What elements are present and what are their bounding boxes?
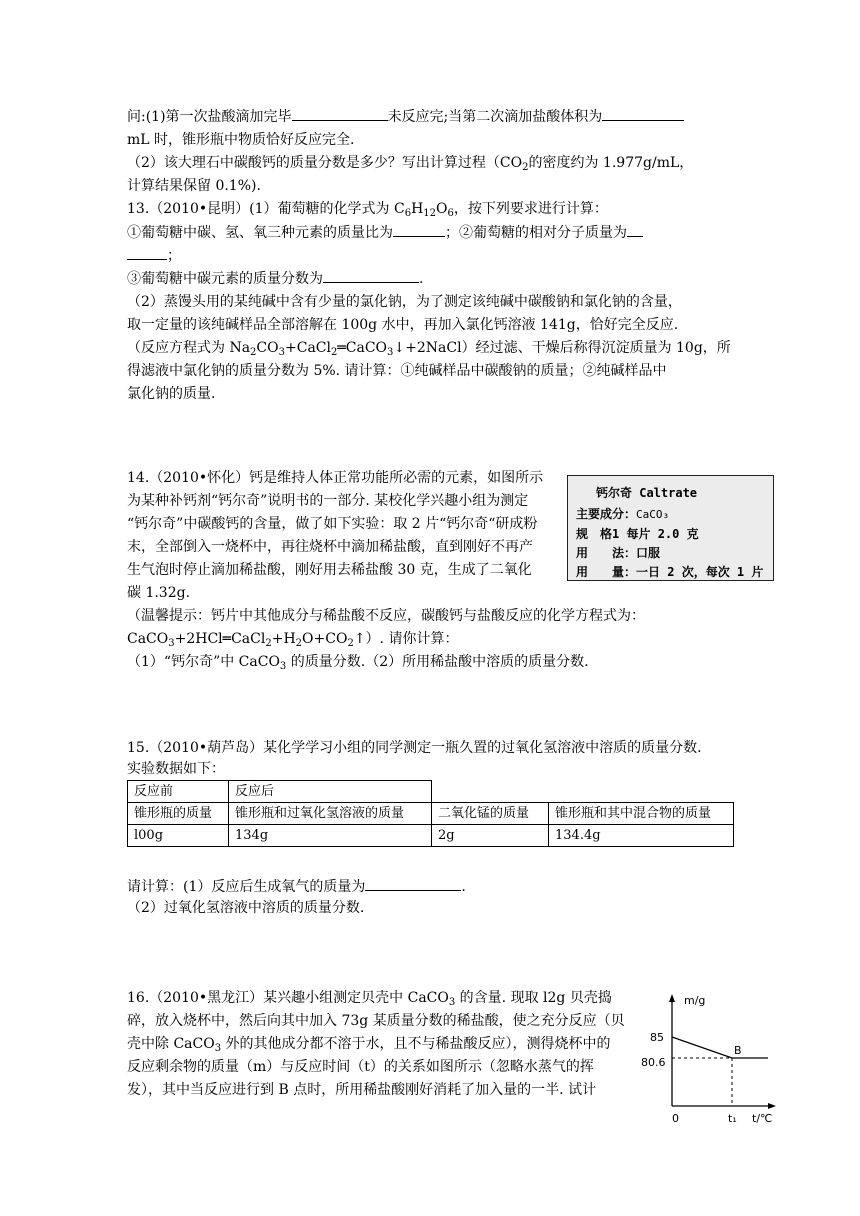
q13-text: O [436, 201, 448, 217]
q12-line2: mL 时，锥形瓶中物质恰好反应完全. [127, 132, 355, 148]
caltrate-spec [576, 525, 699, 542]
table-row [128, 803, 734, 825]
subscript: 2 [265, 638, 272, 649]
q16-line4: 反应剩余物的质量（m）与反应时间（t）的关系如图所示（忽略水蒸气的挥 [127, 1059, 594, 1075]
q13-line7 [127, 338, 731, 358]
ingredient-label: 主要成分： [576, 507, 637, 521]
q13-text: H [411, 201, 424, 217]
q16-text: 壳中除 CaCO [127, 1036, 215, 1052]
subscript: 2 [330, 347, 338, 358]
table-cell: 锥形瓶和过氧化氢溶液的质量 [229, 803, 432, 825]
point-label-b: B [734, 1044, 742, 1057]
table-cell: 锥形瓶的质量 [128, 803, 229, 825]
y-axis-arrow [669, 994, 675, 1002]
q14-line5: 生气泡时停止滴加稀盐酸，刚好用去稀盐酸 30 克，生成了二氧化 [127, 562, 532, 578]
subscript: 3 [278, 347, 285, 358]
q13-line2 [127, 222, 643, 243]
answer-blank[interactable] [393, 222, 445, 237]
x-axis-arrow [768, 1103, 776, 1109]
dose-value: 一日 2 次，每次 1 片 [636, 565, 764, 579]
subscript: 2 [250, 347, 257, 358]
subscript: 3 [448, 997, 456, 1008]
caltrate-title: 钙尔奇 Caltrate [596, 486, 698, 500]
q14-text: O+CO [302, 631, 348, 647]
q16-text: 16.（2010•黑龙江）某兴趣小组测定贝壳中 CaCO [127, 990, 449, 1006]
q14-text: CaCO [127, 631, 169, 647]
subscript: 2 [347, 638, 354, 649]
q14-text: 的质量分数.（2）所用稀盐酸中溶质的质量分数. [286, 654, 589, 670]
table-cell: 反应前 [128, 781, 229, 803]
q14-line3: “钙尔奇”中碳酸钙的含量，做了如下实验：取 2 片“钙尔奇“研成粉 [127, 516, 538, 532]
table-cell [432, 781, 549, 803]
q13-text: ①葡萄糖中碳、氢、氧三种元素的质量比为 [127, 225, 393, 241]
q15-text: 请计算：(1）反应后生成氧气的质量为 [127, 879, 366, 895]
table-cell: 二氧化锰的质量 [432, 803, 549, 825]
answer-blank[interactable] [323, 268, 419, 283]
q16-line5: 发），其中当反应进行到 B 点时，所用稀盐酸刚好消耗了加入量的一半. 试计 [127, 1082, 597, 1098]
q12-text: 的密度约为 1.977g/mL， [528, 155, 694, 171]
chart-axes [669, 994, 776, 1109]
answer-blank[interactable] [127, 245, 167, 260]
subscript: 6 [447, 208, 454, 219]
q13-text: +CaCl [285, 340, 331, 356]
q14-text: +H [271, 631, 296, 647]
origin-label: 0 [672, 1112, 679, 1125]
usage-label: 用 法： [576, 546, 637, 560]
q16-line3 [127, 1034, 611, 1054]
q13-line6: 取一定量的该纯碱样品全部溶解在 100g 水中，再加入氯化钙溶液 141g，恰好完全反应. [127, 317, 679, 333]
q16-text: 的含量. 现取 l2g 贝壳捣 [455, 990, 612, 1006]
q13-text: ↓+2NaCl）经过滤、干燥后称得沉淀质量为 10g，所 [393, 340, 731, 356]
chart-series [672, 1037, 768, 1058]
answer-blank[interactable] [627, 222, 643, 237]
q14-line8 [127, 629, 458, 649]
q13-line8: 得滤液中氯化钠的质量分数为 5%. 请计算：①纯碱样品中碳酸钠的质量；②纯碱样品中 [127, 363, 667, 379]
q15-line2: 实验数据如下： [127, 761, 225, 777]
table-row [128, 825, 734, 847]
q12-text: 未反应完;当第二次滴加盐酸体积为 [387, 109, 603, 125]
q12-line4: 计算结果保留 0.1%). [127, 178, 261, 194]
q14-line6: 碳 1.32g. [127, 585, 191, 601]
q13-text: 13.（2010•昆明）(1）葡萄糖的化学式为 C [127, 201, 405, 217]
spec-value: 1 每片 2.0 克 [612, 527, 699, 541]
table-row [128, 781, 734, 803]
caltrate-label-box [567, 475, 774, 581]
spec-label: 规 格 [576, 527, 613, 541]
subscript: 3 [387, 347, 394, 358]
q13-line3 [127, 245, 181, 266]
q12-line3 [127, 153, 693, 173]
q13-text: （反应方程式为 Na [127, 340, 251, 356]
subscript: 3 [168, 638, 175, 649]
caltrate-usage [576, 544, 660, 561]
caltrate-dose [576, 563, 763, 580]
subscript: 2 [295, 638, 303, 649]
y-axis-label: m/g [684, 994, 706, 1007]
q14-text: （1）“钙尔奇”中 CaCO [127, 654, 280, 670]
q13-text: CO [256, 340, 279, 356]
ingredient-value: CaCO₃ [636, 508, 670, 521]
subscript: 3 [279, 661, 287, 672]
caltrate-ingredient [576, 505, 669, 522]
x-tick-label: t₁ [728, 1112, 737, 1125]
q13-text: . [419, 271, 424, 287]
table-cell: l00g [128, 825, 229, 847]
q13-line5: （2）蒸馒头用的某纯碱中含有少量的氯化钠，为了测定该纯碱中碳酸钠和氯化钠的含量， [127, 294, 682, 310]
q15-text: . [461, 879, 466, 895]
y-tick-label: 80.6 [641, 1056, 666, 1069]
table-cell: 134g [229, 825, 432, 847]
subscript: 6 [404, 208, 412, 219]
q13-line9: 氯化钠的质量. [127, 386, 216, 402]
series-line [672, 1037, 768, 1058]
q13-text: ③葡萄糖中碳元素的质量分数为 [127, 271, 323, 287]
q12-line1 [127, 106, 684, 127]
answer-blank[interactable] [365, 876, 461, 891]
q13-text: ；②葡萄糖的相对分子质量为 [445, 225, 627, 241]
y-tick-label: 85 [650, 1031, 664, 1044]
mass-time-chart [640, 988, 780, 1128]
q13-text: ； [167, 248, 181, 264]
x-axis-label: t/℃ [752, 1112, 773, 1125]
q13-text: ，按下列要求进行计算： [453, 201, 608, 217]
subscript: 3 [214, 1043, 222, 1054]
dose-label: 用 量： [576, 565, 637, 579]
q14-line4: 末，全部倒入一烧杯中，再往烧杯中滴加稀盐酸，直到刚好不再产 [127, 539, 533, 555]
q13-line1 [127, 199, 608, 219]
q16-line2: 碎，放入烧杯中，然后向其中加入 73g 某质量分数的稀盐酸，使之充分反应（贝 [127, 1013, 625, 1029]
q12-text: （2）该大理石中碳酸钙的质量分数是多少？写出计算过程（CO [127, 155, 523, 171]
subscript: 12 [423, 208, 437, 219]
answer-blank[interactable] [292, 106, 388, 121]
q12-text: 问:(1)第一次盐酸滴加完毕 [127, 109, 292, 125]
q15-line4: （2）过氧化氢溶液中溶质的质量分数. [127, 900, 365, 916]
q14-line1: 14.（2010•怀化）钙是维持人体正常功能所必需的元素，如图所示 [127, 470, 544, 486]
table-cell [549, 781, 734, 803]
q16-text: 外的其他成分都不溶于水，且不与稀盐酸反应），测得烧杯中的 [221, 1036, 611, 1052]
experiment-data-table [127, 780, 734, 847]
q14-line9 [127, 652, 589, 672]
subscript: 2 [522, 162, 529, 173]
answer-blank[interactable] [602, 106, 684, 121]
usage-value: 口服 [636, 546, 661, 560]
q15-line3 [127, 876, 466, 897]
table-cell: 2g [432, 825, 549, 847]
table-cell: 反应后 [229, 781, 432, 803]
q14-line7: （温馨提示：钙片中其他成分与稀盐酸不反应，碳酸钙与盐酸反应的化学方程式为： [127, 608, 645, 624]
q13-line4 [127, 268, 423, 289]
q14-text: ↑）. 请你计算： [353, 631, 459, 647]
table-cell: 锥形瓶和其中混合物的质量 [549, 803, 734, 825]
q14-text: +2HCl═CaCl [174, 631, 266, 647]
q14-line2: 为某种补钙剂“钙尔奇”说明书的一部分. 某校化学兴趣小组为测定 [127, 493, 529, 509]
q15-line1: 15.（2010•葫芦岛）某化学学习小组的同学测定一瓶久置的过氧化氢溶液中溶质的质量分数. [127, 740, 702, 756]
q13-text: ═CaCO [337, 340, 388, 356]
q16-line1 [127, 988, 612, 1008]
table-cell: 134.4g [549, 825, 734, 847]
